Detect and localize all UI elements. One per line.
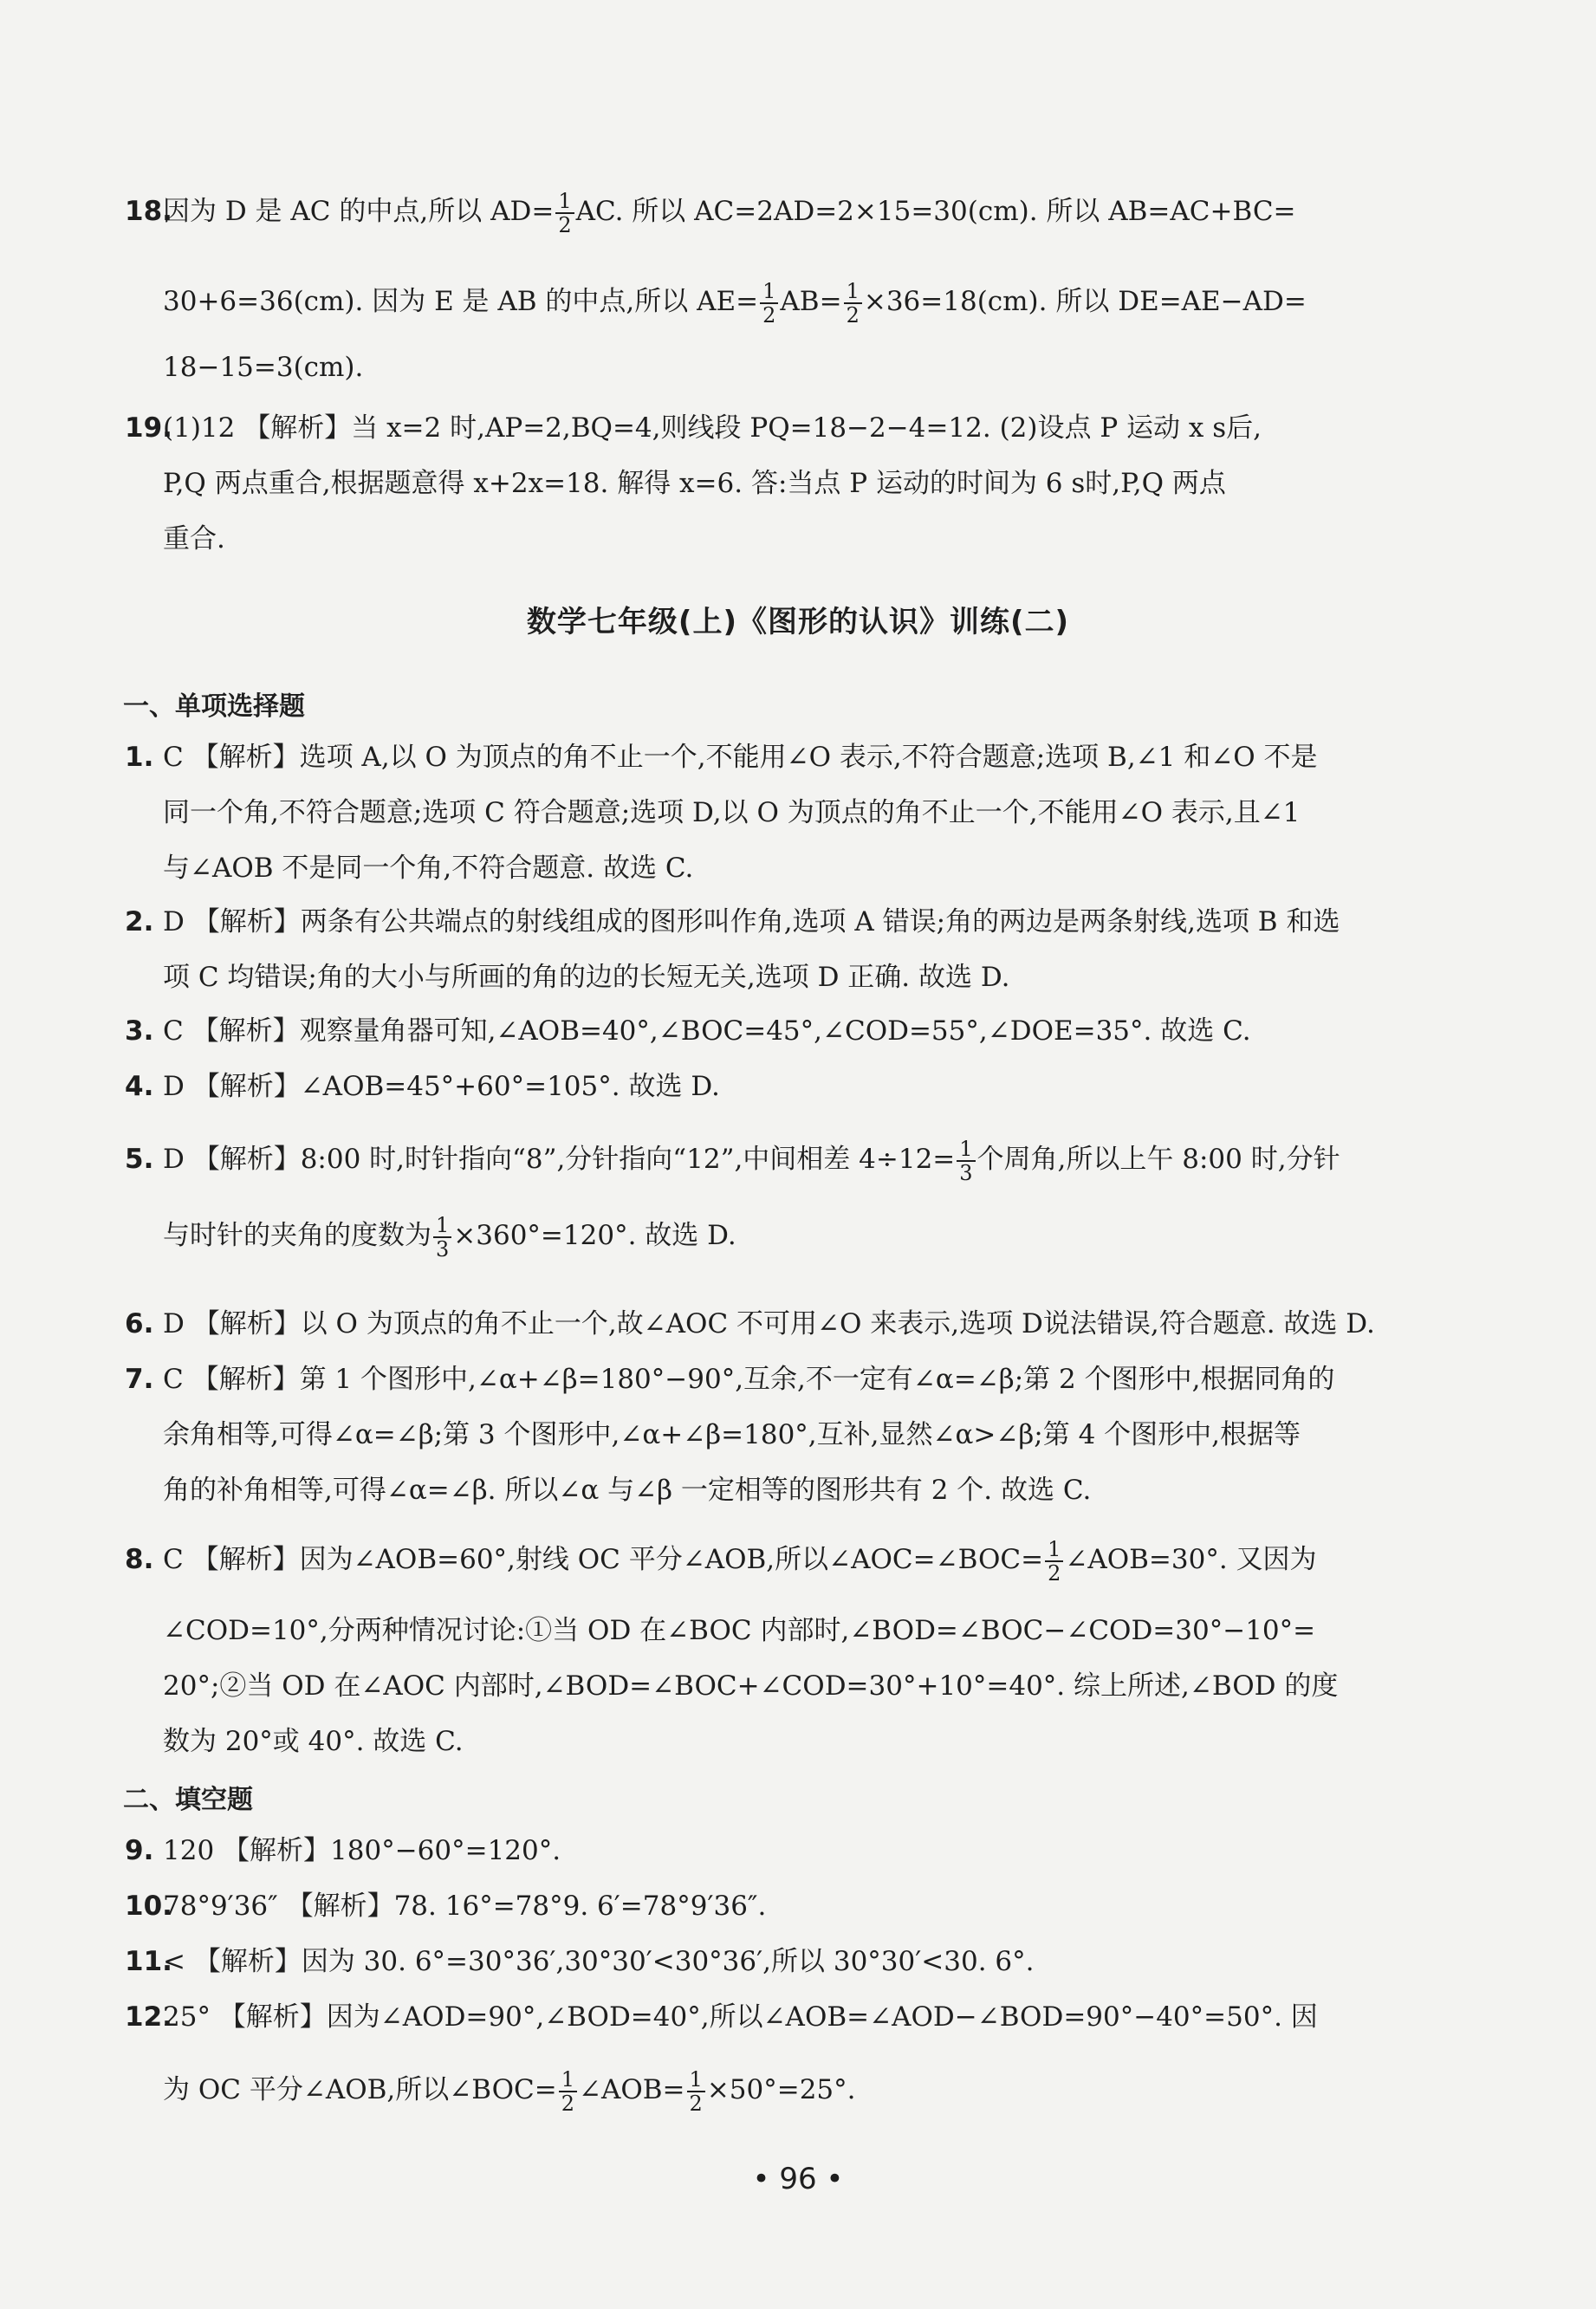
denominator: 2 xyxy=(1048,1560,1061,1586)
text-line: 与∠AOB 不是同一个角,不符合题意. 故选 C. xyxy=(163,853,694,884)
fraction xyxy=(433,1214,451,1261)
section-heading-choice: 一、单项选择题 xyxy=(123,691,305,722)
answer-4 xyxy=(125,1059,1445,1114)
item-number: 11. xyxy=(125,1946,172,1977)
answer-8 xyxy=(125,1532,1445,1769)
text: 为 OC 平分∠AOB,所以∠BOC= xyxy=(163,2074,557,2105)
text: ∠AOB= xyxy=(578,2074,685,2105)
text-line: C 【解析】第 1 个图形中,∠α+∠β=180°−90°,互余,不一定有∠α=∠β;第 2 个图形中,根据同角的 xyxy=(163,1364,1335,1395)
fraction xyxy=(844,280,862,327)
answer-18 xyxy=(125,184,1445,239)
answer-18-cont xyxy=(163,274,1445,395)
item-number: 9. xyxy=(125,1835,154,1866)
answer-7 xyxy=(125,1352,1445,1518)
text: ×360°=120°. 故选 D. xyxy=(453,1220,736,1251)
text: ×36=18(cm). 所以 DE=AE−AD= xyxy=(863,286,1307,317)
text-line xyxy=(163,1532,1445,1587)
text: D 【解析】8:00 时,时针指向“8”,分针指向“12”,中间相差 4÷12= xyxy=(163,1144,956,1175)
fraction xyxy=(1045,1538,1063,1585)
answer-11 xyxy=(125,1934,1445,1989)
answer-1 xyxy=(125,730,1445,896)
answer-2 xyxy=(125,894,1445,1005)
fraction xyxy=(957,1138,975,1184)
text: 与时针的夹角的度数为 xyxy=(163,1220,431,1251)
numerator: 1 xyxy=(687,2068,705,2092)
item-number: 7. xyxy=(125,1364,154,1395)
item-number: 8. xyxy=(125,1544,154,1575)
text-line: 120 【解析】180°−60°=120°. xyxy=(163,1835,561,1866)
text: 30+6=36(cm). 因为 E 是 AB 的中点,所以 AE= xyxy=(163,286,759,317)
text-line xyxy=(163,1208,1445,1263)
text: C 【解析】因为∠AOB=60°,射线 OC 平分∠AOB,所以∠AOC=∠BOC= xyxy=(163,1544,1044,1575)
text-line: (1)12 【解析】当 x=2 时,AP=2,BQ=4,则线段 PQ=18−2−4=12. (2)设点 P 运动 x s后, xyxy=(163,412,1262,444)
text-line: D 【解析】∠AOB=45°+60°=105°. 故选 D. xyxy=(163,1071,720,1102)
item-number: 3. xyxy=(125,1015,154,1047)
numerator: 1 xyxy=(957,1138,975,1162)
numerator: 1 xyxy=(555,190,574,214)
text-line: D 【解析】两条有公共端点的射线组成的图形叫作角,选项 A 错误;角的两边是两条射线,选项 B 和选 xyxy=(163,906,1340,937)
fraction xyxy=(687,2068,705,2115)
numerator: 1 xyxy=(559,2068,577,2092)
item-number: 5. xyxy=(125,1144,154,1175)
answer-9 xyxy=(125,1823,1445,1878)
answer-5 xyxy=(125,1132,1445,1263)
text-line: 78°9′36″ 【解析】78. 16°=78°9. 6′=78°9′36″. xyxy=(163,1891,767,1922)
section-heading-fill: 二、填空题 xyxy=(123,1785,253,1815)
text: 因为 D 是 AC 的中点,所以 AD= xyxy=(163,196,555,227)
text-line xyxy=(163,2062,1445,2118)
numerator: 1 xyxy=(433,1214,451,1238)
answer-3 xyxy=(125,1003,1445,1059)
answer-10 xyxy=(125,1878,1445,1934)
denominator: 2 xyxy=(558,212,572,237)
fraction xyxy=(555,190,574,237)
denominator: 3 xyxy=(959,1160,973,1185)
item-number: 2. xyxy=(125,906,154,937)
denominator: 2 xyxy=(762,302,776,328)
item-number: 4. xyxy=(125,1071,154,1102)
text: 个周角,所以上午 8:00 时,分针 xyxy=(976,1144,1340,1175)
text-line: < 【解析】因为 30. 6°=30°36′,30°30′<30°36′,所以 30°30′<30. 6°. xyxy=(163,1946,1035,1977)
text: AC. 所以 AC=2AD=2×15=30(cm). 所以 AB=AC+BC= xyxy=(575,196,1296,227)
denominator: 2 xyxy=(689,2091,703,2116)
answer-12 xyxy=(125,1989,1445,2118)
text-line: 20°;②当 OD 在∠AOC 内部时,∠BOD=∠BOC+∠COD=30°+10°=40°. 综上所述,∠BOD 的度 xyxy=(163,1670,1339,1702)
text-line: 重合. xyxy=(163,523,225,555)
item-number: 18. xyxy=(125,196,172,227)
text-line xyxy=(163,184,1445,239)
text-line: D 【解析】以 O 为顶点的角不止一个,故∠AOC 不可用∠O 来表示,选项 D说法错误,符合题意. 故选 D. xyxy=(163,1308,1375,1339)
numerator: 1 xyxy=(1045,1538,1063,1562)
item-number: 6. xyxy=(125,1308,154,1339)
numerator: 1 xyxy=(844,280,862,304)
text-line xyxy=(163,274,1445,329)
text-line: ∠COD=10°,分两种情况讨论:①当 OD 在∠BOC 内部时,∠BOD=∠BOC−∠COD=30°−10°= xyxy=(163,1615,1316,1646)
text-line: 余角相等,可得∠α=∠β;第 3 个图形中,∠α+∠β=180°,互补,显然∠α>∠β;第 4 个图形中,根据等 xyxy=(163,1419,1301,1450)
answer-19 xyxy=(125,400,1445,567)
text: AB= xyxy=(780,286,842,317)
text-line: 项 C 均错误;角的大小与所画的角的边的长短无关,选项 D 正确. 故选 D. xyxy=(163,962,1010,993)
item-number: 19. xyxy=(125,412,172,444)
text: ×50°=25°. xyxy=(706,2074,856,2105)
text-line: 18−15=3(cm). xyxy=(163,352,364,383)
fraction xyxy=(760,280,778,327)
item-number: 10. xyxy=(125,1891,172,1922)
denominator: 2 xyxy=(561,2091,574,2116)
fraction xyxy=(559,2068,577,2115)
text-line: 数为 20°或 40°. 故选 C. xyxy=(163,1726,464,1757)
text-line xyxy=(163,1132,1445,1187)
text-line: C 【解析】观察量角器可知,∠AOB=40°,∠BOC=45°,∠COD=55°,∠DOE=35°. 故选 C. xyxy=(163,1015,1251,1047)
text: ∠AOB=30°. 又因为 xyxy=(1065,1544,1317,1575)
denominator: 2 xyxy=(846,302,860,328)
item-number: 12. xyxy=(125,2001,172,2033)
page-number: • 96 • xyxy=(752,2162,844,2196)
text-line: P,Q 两点重合,根据题意得 x+2x=18. 解得 x=6. 答:当点 P 运动的时间为 6 s时,P,Q 两点 xyxy=(163,468,1226,499)
answer-6 xyxy=(125,1296,1445,1352)
denominator: 3 xyxy=(436,1236,450,1262)
text-line: 25° 【解析】因为∠AOD=90°,∠BOD=40°,所以∠AOB=∠AOD−∠BOD=90°−40°=50°. 因 xyxy=(163,2001,1318,2033)
item-number: 1. xyxy=(125,742,154,773)
section-title: 数学七年级(上)《图形的认识》训练(二) xyxy=(526,605,1070,639)
numerator: 1 xyxy=(760,280,778,304)
text-line: 角的补角相等,可得∠α=∠β. 所以∠α 与∠β 一定相等的图形共有 2 个. 故选 C. xyxy=(163,1475,1092,1506)
text-line: 同一个角,不符合题意;选项 C 符合题意;选项 D,以 O 为顶点的角不止一个,不能用∠O 表示,且∠1 xyxy=(163,797,1301,828)
text-line: C 【解析】选项 A,以 O 为顶点的角不止一个,不能用∠O 表示,不符合题意;选项 B,∠1 和∠O 不是 xyxy=(163,742,1318,773)
